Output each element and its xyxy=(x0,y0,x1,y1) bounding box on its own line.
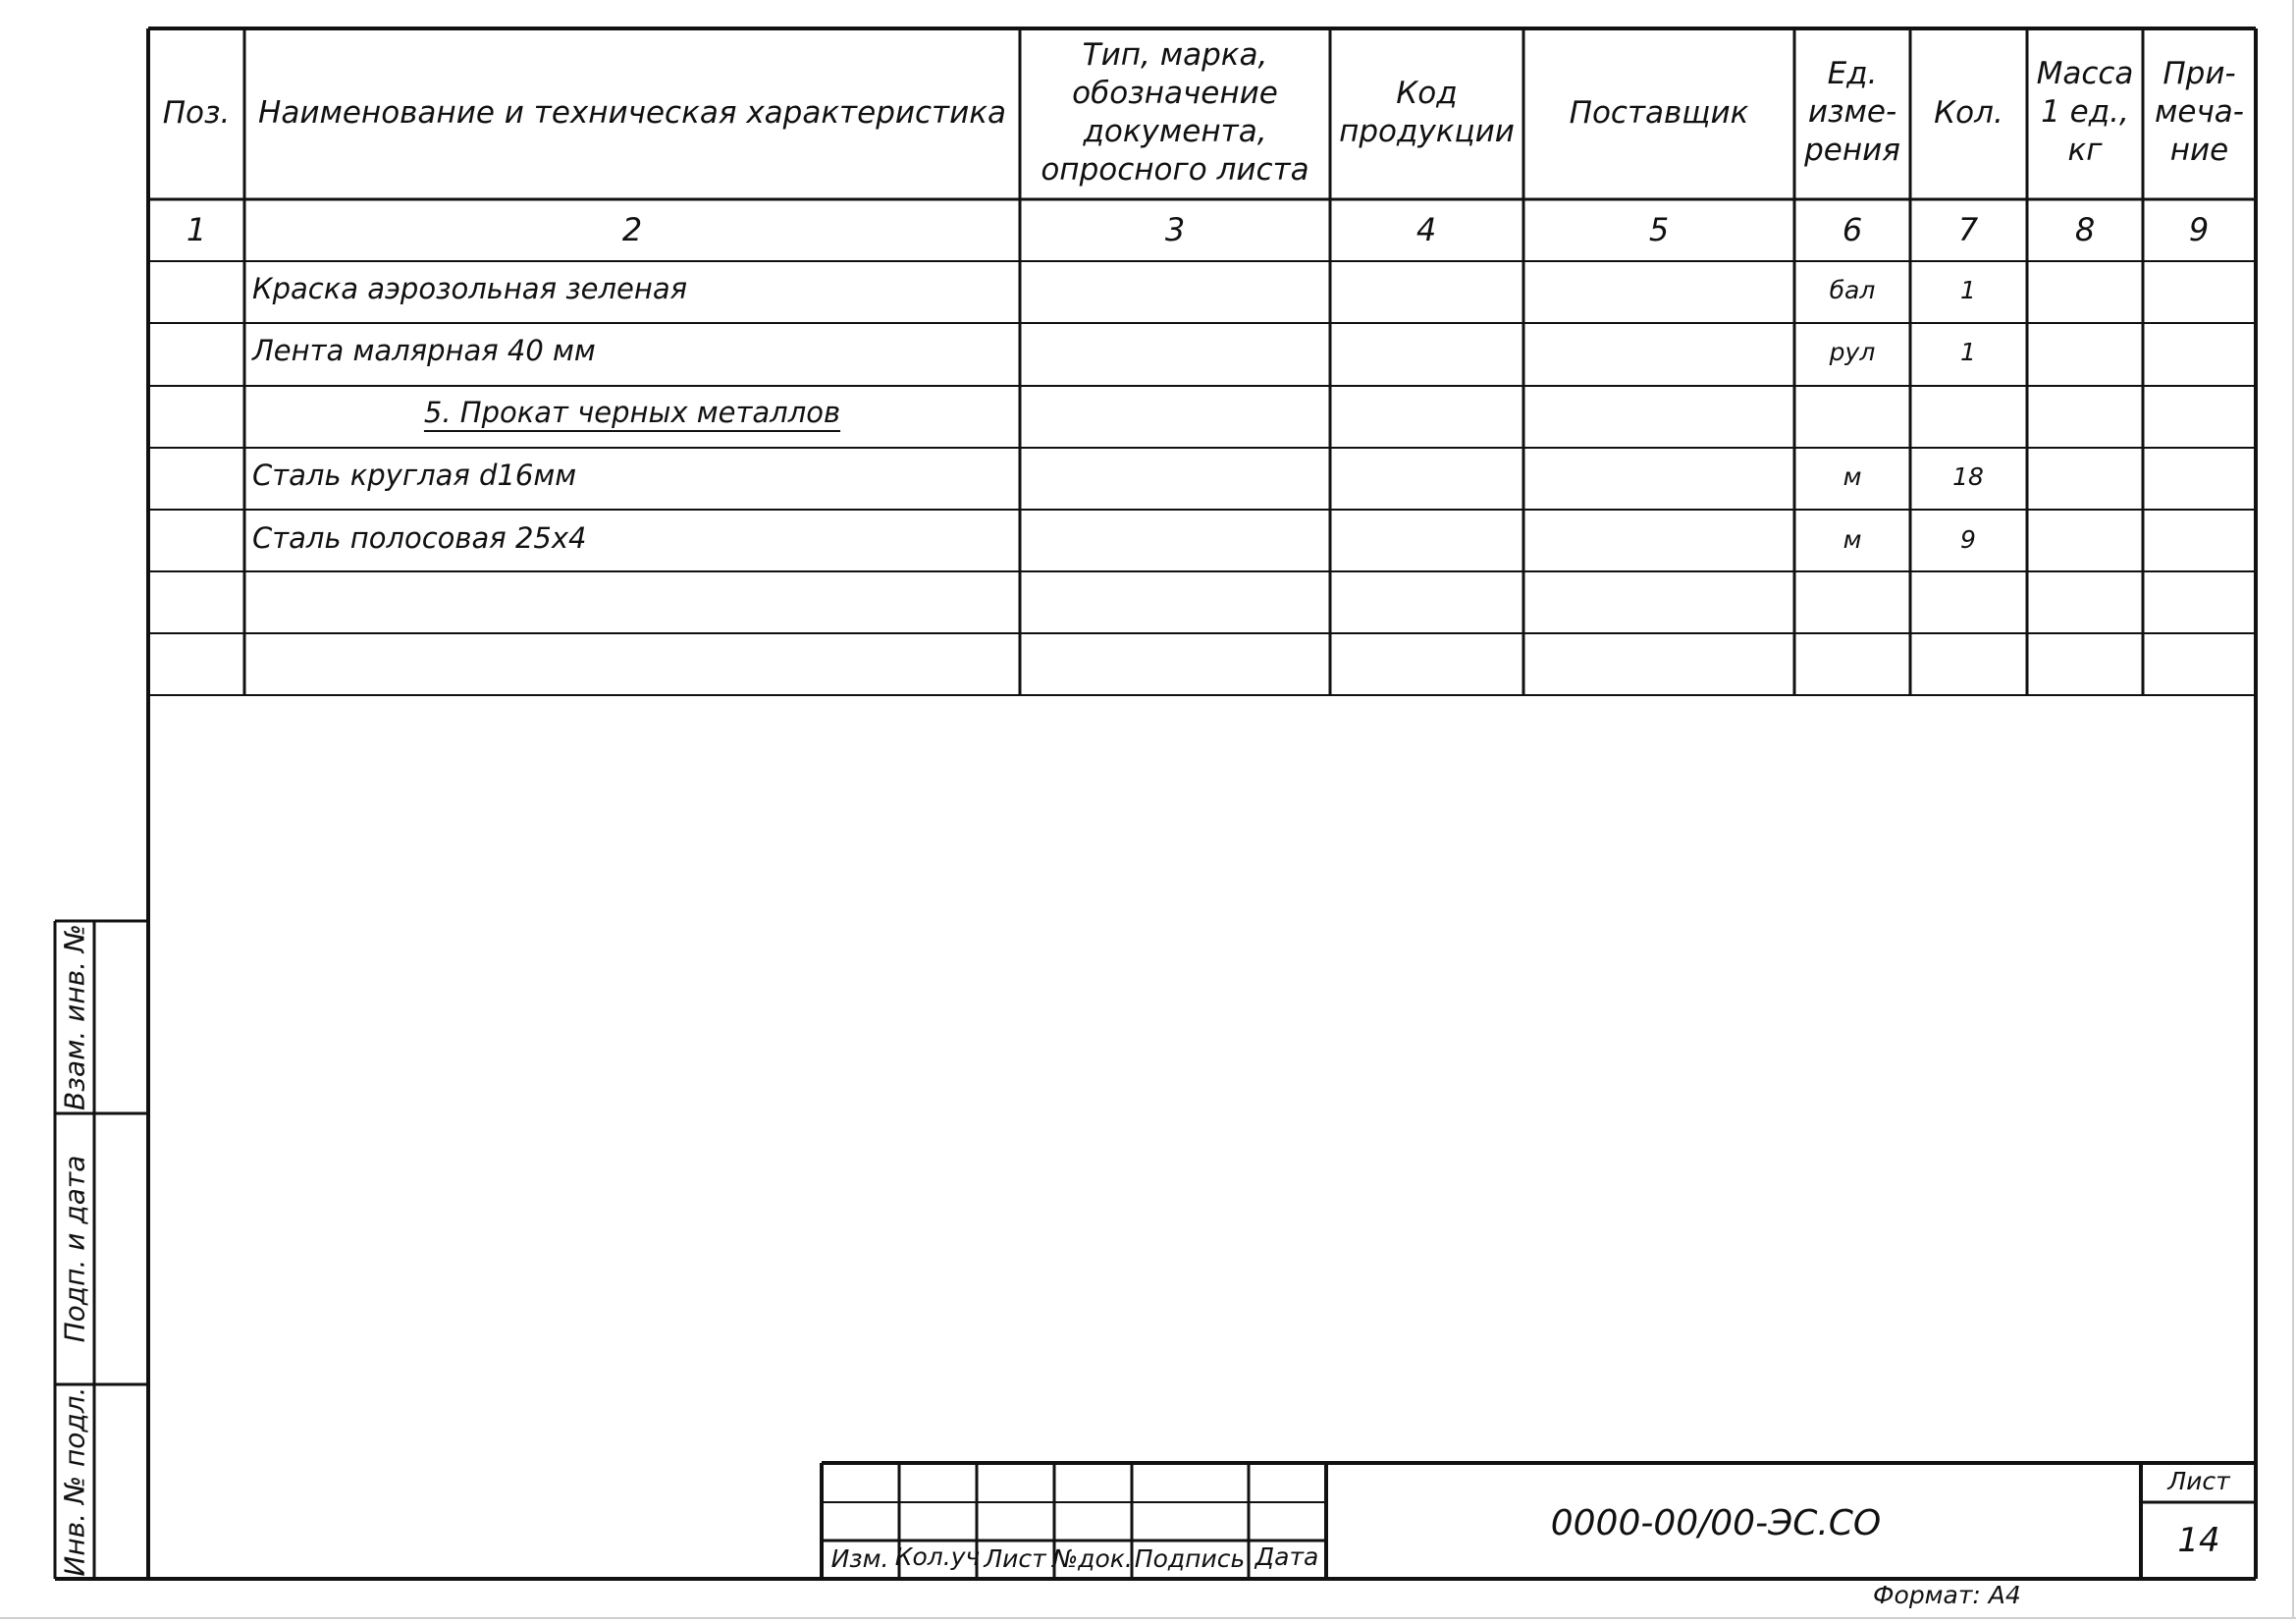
item-qty: 1 xyxy=(1960,338,1976,366)
label-data: Дата xyxy=(1255,1542,1319,1571)
label-izm: Изм. xyxy=(830,1544,889,1573)
column-number: 9 xyxy=(2188,211,2210,248)
item-qty: 1 xyxy=(1960,276,1976,304)
section-heading: 5. Прокат черных металлов xyxy=(423,396,841,429)
item-unit: рул xyxy=(1829,338,1876,366)
label-podpis: Подпись xyxy=(1134,1544,1246,1573)
item-unit: бал xyxy=(1829,276,1876,304)
item-name: Сталь круглая d16мм xyxy=(252,459,577,492)
column-number: 2 xyxy=(621,211,643,248)
label-list: Лист xyxy=(984,1544,1046,1573)
stamp-podp-data: Подп. и дата xyxy=(58,1155,91,1343)
column-number: 7 xyxy=(1957,211,1979,248)
header-supplier: Поставщик xyxy=(1569,95,1749,131)
item-name: Сталь полосовая 25х4 xyxy=(252,521,587,555)
item-name: Краска аэрозольная зеленая xyxy=(252,272,688,305)
label-kol-uch: Кол.уч xyxy=(894,1542,981,1571)
header-name: Наименование и техническая характеристика xyxy=(258,95,1006,131)
column-number: 5 xyxy=(1648,211,1670,248)
stamp-inv-podl: Инв. № подл. xyxy=(58,1386,91,1577)
header-mass: Масса 1 ед., кг xyxy=(2036,56,2134,168)
item-unit: м xyxy=(1842,525,1862,554)
column-number: 3 xyxy=(1164,211,1186,248)
stamp-vzam-inv: Взам. инв. № xyxy=(58,923,91,1111)
sheet-number: 14 xyxy=(2177,1521,2220,1560)
document-code: 0000-00/00-ЭС.СО xyxy=(1550,1503,1882,1543)
item-name: Лента малярная 40 мм xyxy=(252,334,596,367)
sheet-label: Лист xyxy=(2167,1467,2230,1495)
column-number: 4 xyxy=(1415,211,1437,248)
label-nom-dok: №док. xyxy=(1052,1544,1133,1573)
format-label: Формат: А4 xyxy=(1873,1581,2021,1609)
column-number: 1 xyxy=(186,211,207,248)
header-unit: Ед. изме- рения xyxy=(1804,56,1900,168)
item-qty: 9 xyxy=(1960,525,1976,554)
item-qty: 18 xyxy=(1952,462,1984,491)
column-number: 6 xyxy=(1842,211,1863,248)
column-number: 8 xyxy=(2074,211,2096,248)
header-qty: Кол. xyxy=(1934,95,2003,131)
header-pos: Поз. xyxy=(162,95,231,131)
header-note: При- меча- ние xyxy=(2155,56,2244,168)
header-code: Код продукции xyxy=(1339,76,1515,149)
item-unit: м xyxy=(1842,462,1862,491)
header-type: Тип, марка, обозначение документа, опросного листа xyxy=(1041,37,1309,188)
